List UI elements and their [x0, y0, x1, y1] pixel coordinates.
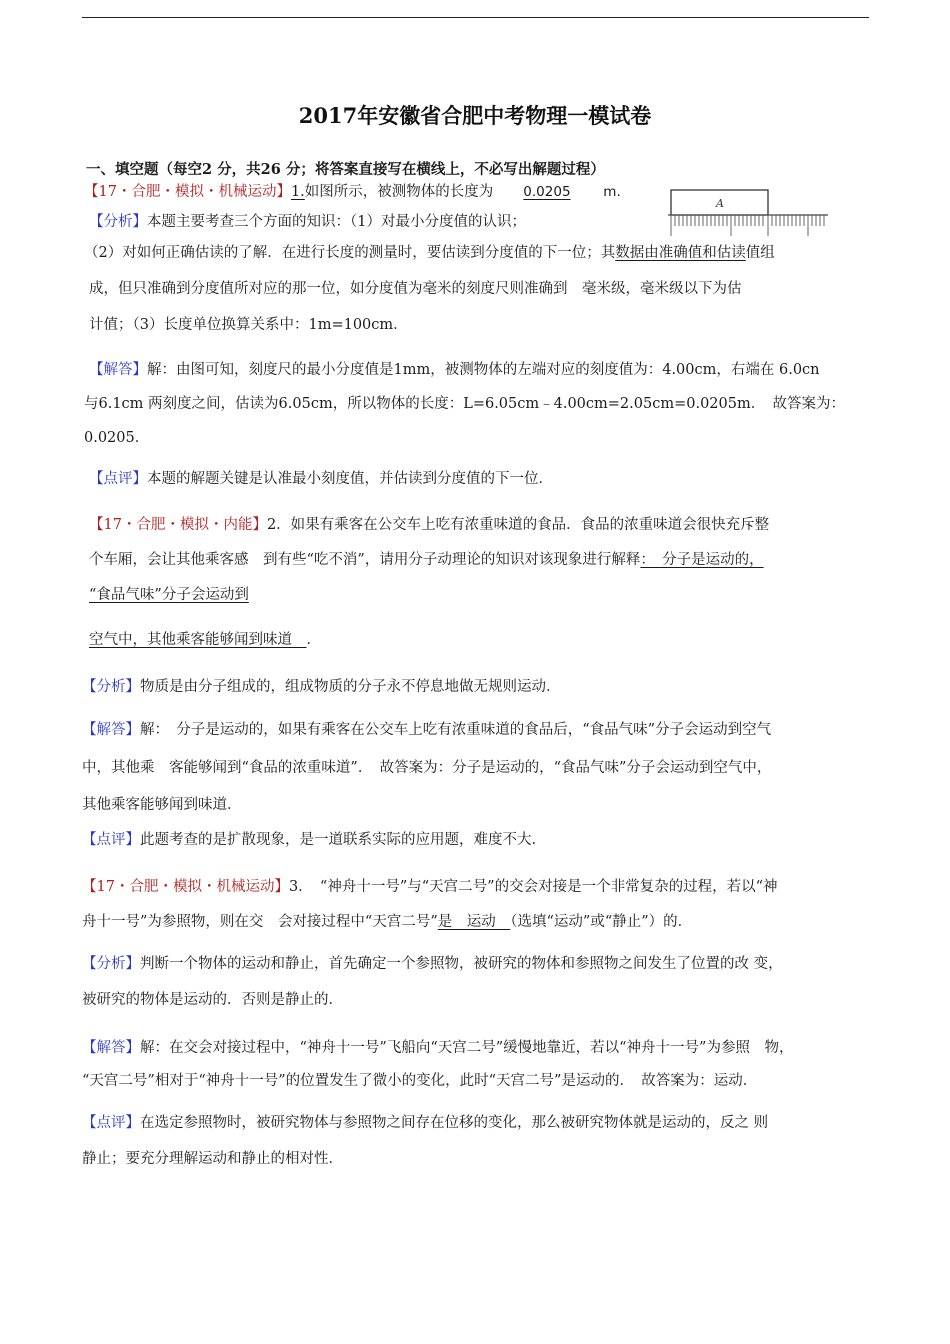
q1-analysis-line4: 计值；（3）长度单位换算关系中：1m=100cm． [89, 317, 408, 333]
q3-stem-line2: 舟十一号”为参照物，则在交 会对接过程中“天宫二号”是 运动 （选填“运动”或“静止”）的． [82, 914, 693, 930]
review-tag: 【点评】 [89, 471, 147, 487]
q1-analysis-line2: （2）对如何正确估读的了解．在进行长度的测量时，要估读到分度值的下一位；其数据由准确值和估读值组 [84, 245, 775, 261]
q3-review-line1: 【点评】在选定参照物时，被研究物体与参照物之间存在位移的变化，那么被研究物体就是运动的，反之 则 [82, 1115, 769, 1131]
q2-answer-line3: 其他乘客能够闻到味道． [82, 797, 242, 813]
q3-analysis-line1: 【分析】判断一个物体的运动和静止，首先确定一个参照物，被研究的物体和参照物之间发生了位置的改 变， [82, 956, 783, 972]
q1-tag: 【17・合肥・模拟・机械运动】 [84, 184, 291, 200]
figure-label: A [716, 197, 724, 210]
q2-tag: 【17・合肥・模拟・内能】 [89, 517, 267, 533]
q1-answer-line2: 与6.1cm 两刻度之间，估读为6.05cm，所以物体的长度：L=6.05cm﹣4.00cm=2.05cm=0.0205m． 故答案为： [84, 396, 845, 412]
q2-answer-part2: “食品气味”分子会运动到 [89, 587, 249, 603]
q2-review: 【点评】此题考查的是扩散现象，是一道联系实际的应用题，难度不大． [82, 832, 546, 848]
q1-answer: 0.0205 [523, 184, 571, 200]
section-heading: 一、填空题（每空2 分，共26 分；将答案直接写在横线上，不必写出解题过程） [86, 161, 605, 178]
q1-analysis-line3: 成，但只准确到分度值所对应的那一位，如分度值为毫米的刻度尺则准确到 毫米级，毫米级以下为估 [89, 281, 742, 297]
q3-tag: 【17・合肥・模拟・机械运动】 [82, 879, 289, 895]
q3-review-line2: 静止；要充分理解运动和静止的相对性． [82, 1151, 343, 1167]
q2-answer-line2: 中，其他乘 客能够闻到“食品的浓重味道”． 故答案为：分子是运动的，“食品气味”分子会运动到空气中， [82, 760, 772, 776]
answer-tag: 【解答】 [89, 362, 147, 378]
q1-review: 【点评】本题的解题关键是认准最小刻度值，并估读到分度值的下一位． [89, 471, 553, 487]
header-rule [82, 17, 869, 18]
q2-analysis: 【分析】物质是由分子组成的，组成物质的分子永不停息地做无规则运动． [82, 679, 561, 695]
q3-answer: 是 运动 [437, 914, 511, 930]
q2-answer-line1: 【解答】解： 分子是运动的，如果有乘客在公交车上吃有浓重味道的食品后，“食品气味”分子会运动到空气 [82, 722, 772, 738]
q1-answer-line1: 【解答】解：由图可知，刻度尺的最小分度值是1mm，被测物体的左端对应的刻度值为：4.00cm，右端在 6.0cn [89, 362, 820, 378]
q2-answer-part1: ： 分子是运动的， [640, 552, 764, 568]
q1-analysis-line1: 【分析】本题主要考查三个方面的知识：（1）对最小分度值的认识； [89, 214, 526, 230]
q2-stem-line4: 空气中，其他乘客能够闻到味道 ． [89, 632, 321, 648]
page-title: 2017年安徽省合肥中考物理一模试卷 [298, 103, 652, 128]
q1-answer-line3: 0.0205． [84, 430, 150, 446]
q2-stem-line1: 【17・合肥・模拟・内能】2．如果有乘客在公交车上吃有浓重味道的食品．食品的浓重味道会很快充斥整 [89, 517, 770, 533]
q3-analysis-line2: 被研究的物体是运动的．否则是静止的． [82, 992, 343, 1008]
q2-stem-line2: 个车厢，会让其他乘客感 到有些“吃不消”，请用分子动理论的知识对该现象进行解释： 分子是运动的， [89, 552, 764, 568]
q3-answer-line1: 【解答】解：在交会对接过程中，“神舟十一号”飞船向“天宫二号”缓慢地靠近，若以“神舟十一号”为参照 物， [82, 1040, 794, 1056]
q1-stem: 【17・合肥・模拟・机械运动】1.如图所示，被测物体的长度为 0.0205 m. [84, 184, 621, 200]
q3-answer-line2: “天宫二号”相对于“神舟十一号”的位置发生了微小的变化，此时“天宫二号”是运动的． 故答案为：运动． [82, 1073, 758, 1089]
q3-stem-line1: 【17・合肥・模拟・机械运动】3． “神舟十一号”与“天宫二号”的交会对接是一个非常复杂的过程，若以“神 [82, 879, 778, 895]
q2-answer-part3: 空气中，其他乘客能够闻到味道 [89, 632, 307, 648]
analysis-tag: 【分析】 [89, 214, 147, 230]
